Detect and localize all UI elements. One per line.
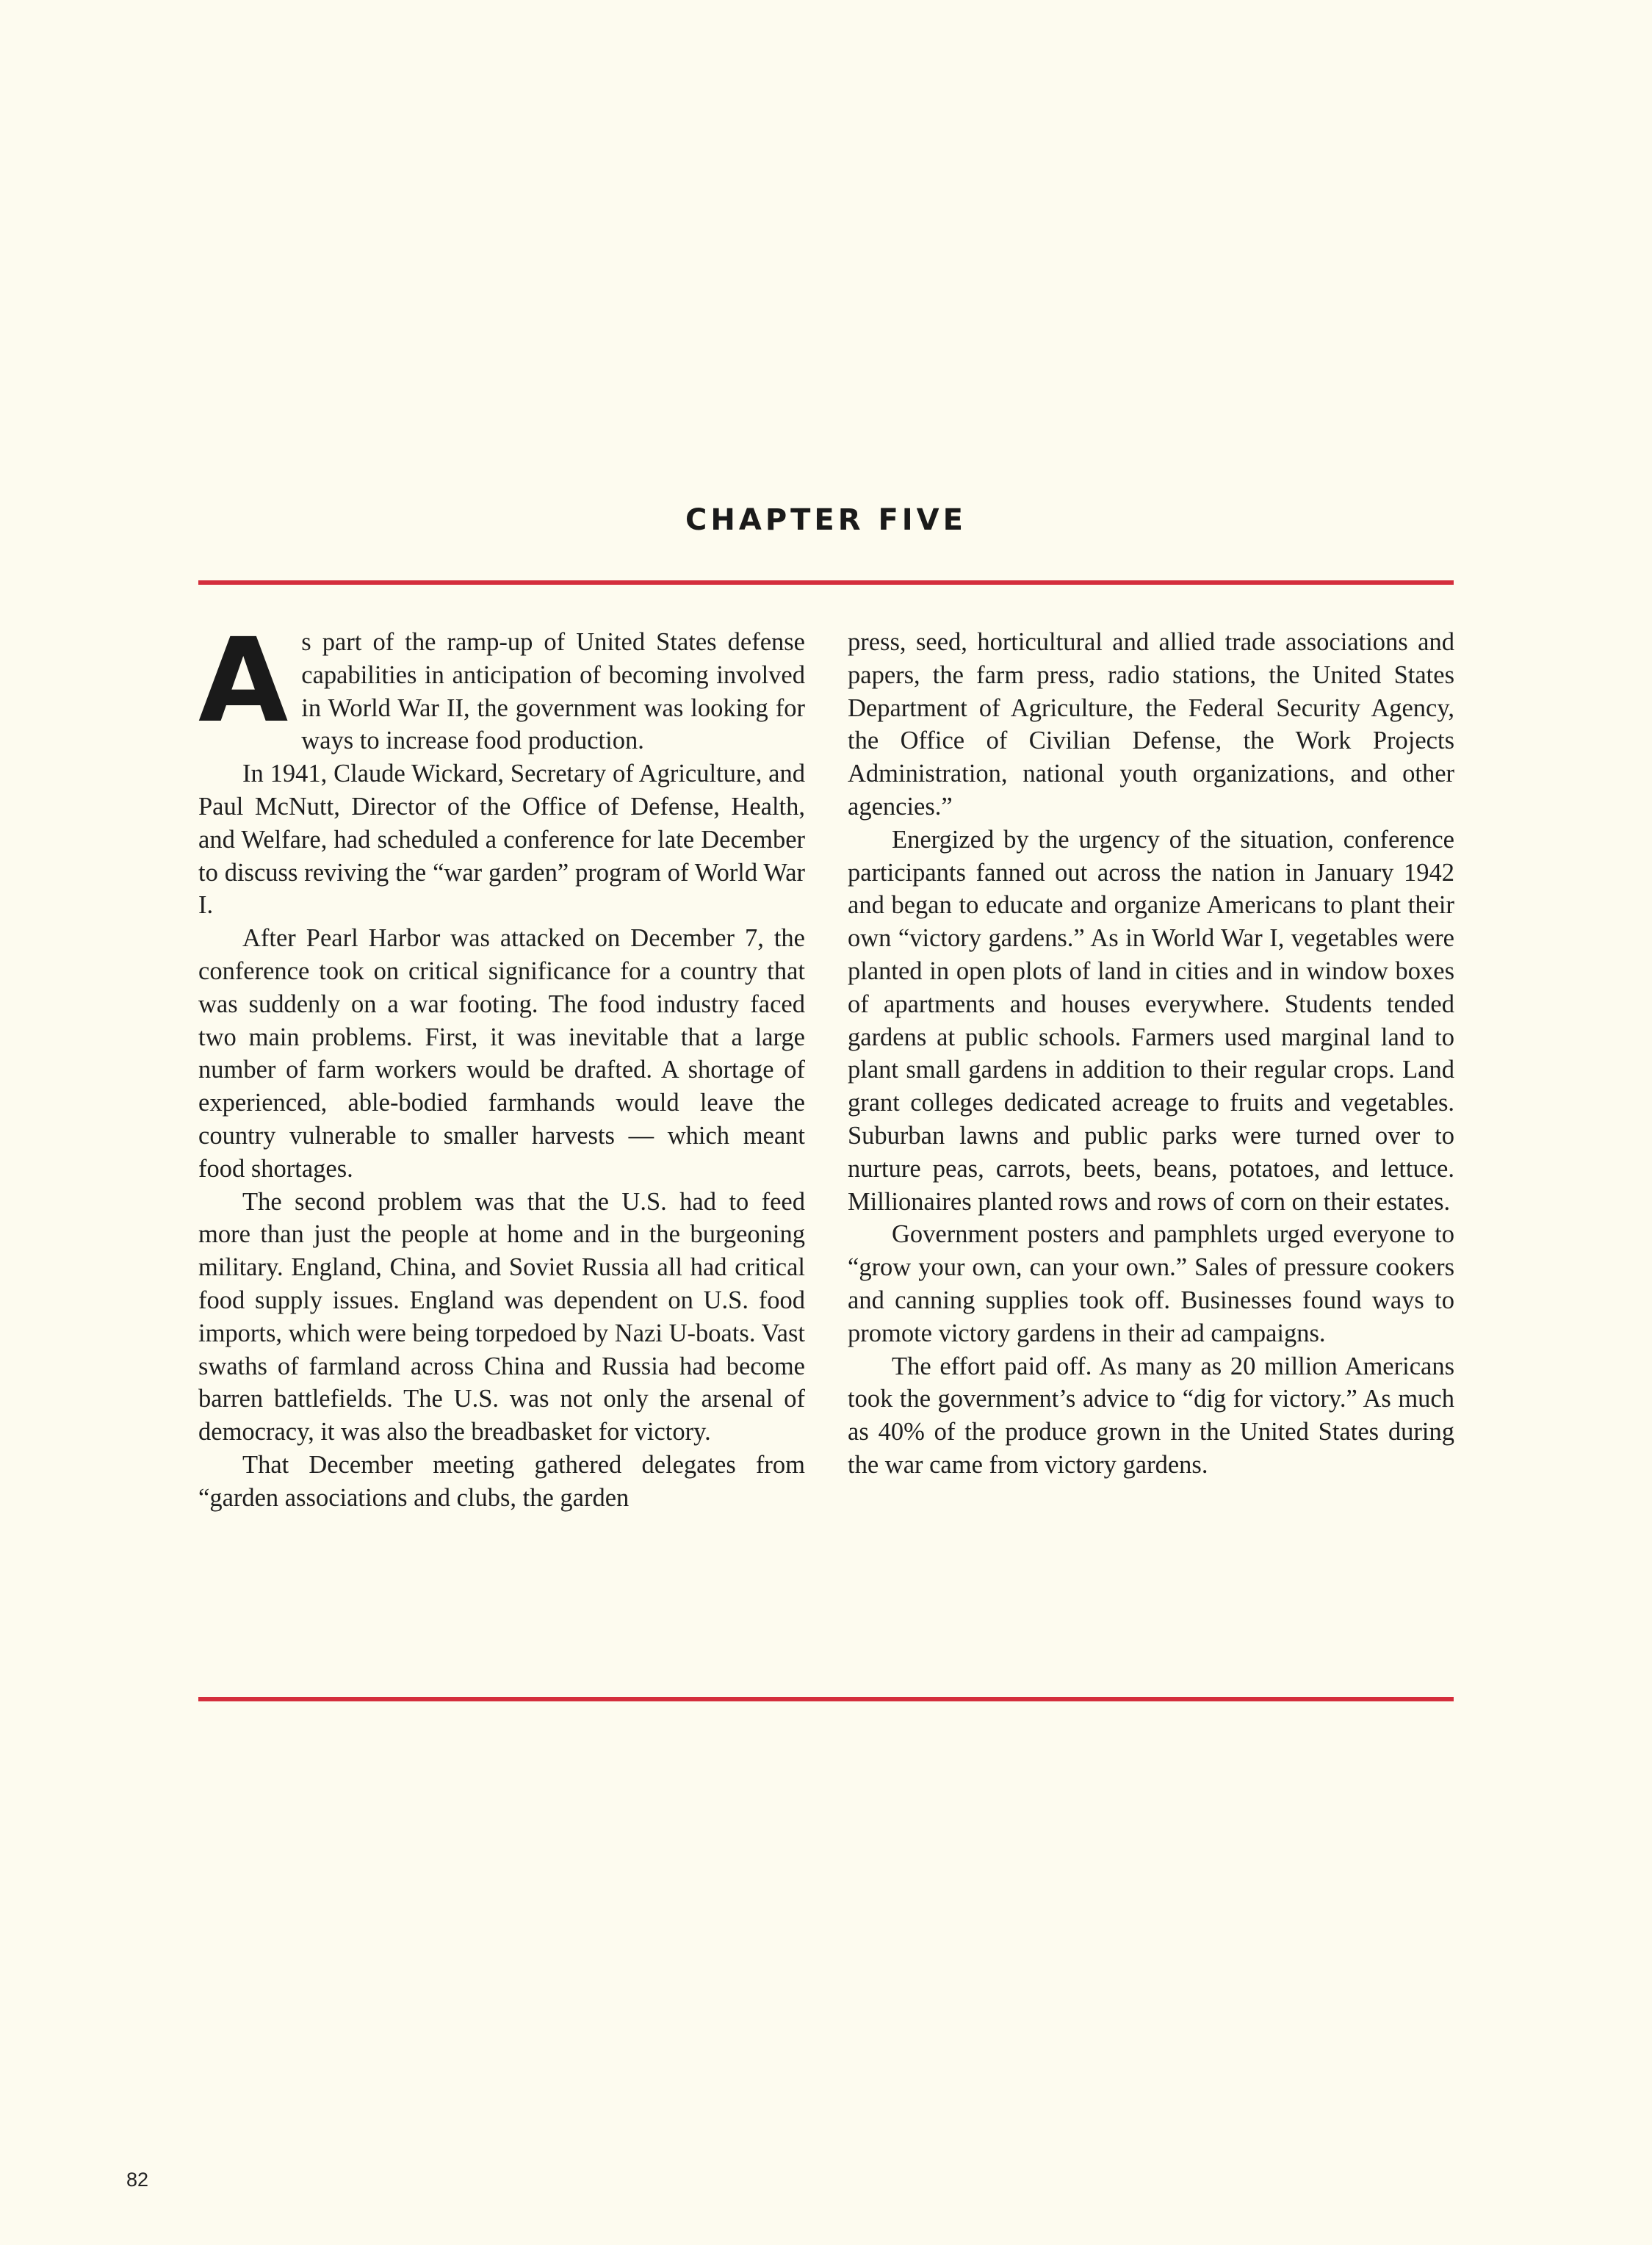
continued-paragraph: press, seed, horticultural and allied trade associations and papers, the farm press, radio stations, the United States Department of Agriculture, the Federal Security Agency, the Office of Civilian Defense, the Work Projects Administration, national youth organizations, and other agencies.”: [848, 628, 1454, 821]
body-paragraph: The second problem was that the U.S. had to feed more than just the people at home and in the burgeoning military. England, China, and Soviet Russia all had critical food supply issues. England was dependent on U.S. food imports, which were being torpedoed by Nazi U-boats. Vast swaths of farmland across China and Russia had become barren battlefields. The U.S. was not only the arsenal of democracy, it was also the breadbasket for victory.: [198, 1187, 805, 1446]
page-number: 82: [126, 2169, 149, 2191]
left-column: [198, 613, 805, 1515]
chapter-title: CHAPTER FIVE: [685, 503, 967, 537]
body-paragraph: That December meeting gathered delegates from “garden associations and clubs, the garden: [198, 1450, 805, 1512]
bottom-divider: [198, 1697, 1454, 1701]
opening-paragraph-text: s part of the ramp-up of United States defense capabilities in anticipation of becoming involved in World War II, the government was looking for ways to increase food production.: [301, 628, 805, 755]
body-paragraph: In 1941, Claude Wickard, Secretary of Agriculture, and Paul McNutt, Director of the Office of Defense, Health, and Welfare, had scheduled a conference for late December to discuss reviving the “war garden” program of World War I.: [198, 760, 805, 920]
right-column: [848, 626, 1454, 1482]
opening-paragraph: [198, 613, 805, 757]
body-paragraph: After Pearl Harbor was attacked on December 7, the conference took on critical significance for a country that was suddenly on a war footing. The food industry faced two main problems. First, it was inevitable that a large number of farm workers would be drafted. A shortage of experienced, able-bodied farmhands would leave the country vulnerable to smaller harvests — which meant food shortages.: [198, 924, 805, 1183]
body-paragraph: Energized by the urgency of the situation, conference participants fanned out across the nation in January 1942 and began to educate and organize Americans to plant their own “victory gardens.” As in World War I, vegetables were planted in open plots of land in cities and in window boxes of apartments and houses everywhere. Students tended gardens at public schools. Farmers used marginal land to plant small gardens in addition to their regular crops. Land grant colleges dedicated acreage to fruits and vegetables. Suburban lawns and public parks were turned over to nurture peas, carrots, beets, beans, potatoes, and lettuce. Millionaires planted rows and rows of corn on their estates.: [848, 825, 1454, 1216]
body-paragraph: Government posters and pamphlets urged everyone to “grow your own, can your own.” Sales of pressure cookers and canning supplies took off. Businesses found ways to promote victory gardens in their ad campaigns.: [848, 1220, 1454, 1347]
body-paragraph: The effort paid off. As many as 20 million Americans took the government’s advice to “dig for victory.” As much as 40% of the produce grown in the United States during the war came from victory gardens.: [848, 1352, 1454, 1479]
drop-cap: A: [198, 613, 289, 749]
top-divider: [198, 580, 1454, 585]
